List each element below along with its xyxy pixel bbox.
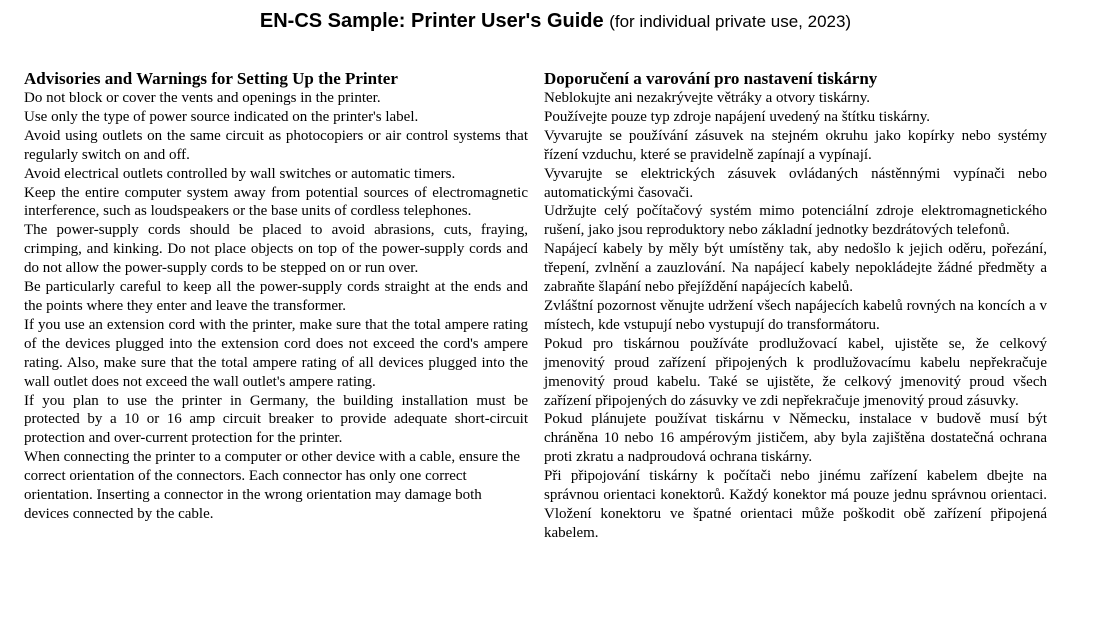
document-title: EN-CS Sample: Printer User's Guide [259,10,604,32]
english-column [24,68,528,524]
english-paragraph: If you use an extension cord with the printer, make sure that the total ampere rating of the devices plugged into the extension cord does not exceed the cord's ampere rating. Also, make sure that the total ampere rating of all devices plugged into the wall outlet does not exceed the wall outlet's ampere rating. [24,316,528,390]
czech-column [544,68,1047,543]
english-paragraph: Be particularly careful to keep all the power-supply cords straight at the ends and the points where they enter and leave the transformer. [24,279,528,314]
english-paragraph: If you plan to use the printer in Germany, the building installation must be protected by a 10 or 16 amp circuit breaker to provide adequate short-circuit protection and over-current protection for the printer. [24,392,528,447]
czech-heading: Doporučení a varování pro nastavení tiskárny [544,69,878,88]
english-paragraph: Avoid using outlets on the same circuit as photocopiers or air control systems that regularly switch on and off. [24,127,528,163]
english-paragraph: The power-supply cords should be placed to avoid abrasions, cuts, fraying, crimping, and kinking. Do not place objects on top of the power-supply cords and do not allow the power-supply cords to be stepped on or run over. [24,222,528,277]
czech-paragraph: Neblokujte ani nezakrývejte větráky a otvory tiskárny. [544,90,870,106]
czech-paragraph: Udržujte celý počítačový systém mimo potenciální zdroje elektromagnetického rušení, jako jsou reproduktory nebo základní jednotky bezdrátových telefonů. [544,203,1047,239]
english-paragraph: Use only the type of power source indicated on the printer's label. [24,108,419,125]
english-paragraph: Do not block or cover the vents and openings in the printer. [24,90,381,106]
english-paragraph: Keep the entire computer system away from potential sources of electromagnetic interference, such as loudspeakers or the base units of cordless telephones. [24,184,528,220]
czech-paragraph: Pokud pro tiskárnou používáte prodlužovací kabel, ujistěte se, že celkový jmenovitý proud zařízení připojených k prodlužovacímu kabelu nepřekračuje jmenovitý proud kabelu. Také se ujistěte, že celkový jmenovitý proud všech zařízení připojených do zásuvky ve zdi nepřekračuje jmenovitý proud zásuvky. [544,335,1047,409]
english-paragraph: Avoid electrical outlets controlled by wall switches or automatic timers. [24,165,456,182]
czech-paragraph: Vyvarujte se elektrických zásuvek ovládaných nástěnnými vypínači nebo automatickými časovači. [544,165,1047,201]
czech-paragraph: Zvláštní pozornost věnujte udržení všech napájecích kabelů rovných na koncích a v místech, kde vstupují nebo vystupují do transformátoru. [544,297,1047,333]
english-heading: Advisories and Warnings for Setting Up the Printer [24,69,398,88]
czech-paragraph: Pokud plánujete používat tiskárnu v Německu, instalace v budově musí být chráněna 10 nebo 16 ampérovým jističem, aby byla zajištěna dostatečná ochrana proti zkratu a nadproudová ochrana tiskárny. [544,411,1047,466]
czech-paragraph: Vyvarujte se používání zásuvek na stejném okruhu jako kopírky nebo systémy řízení vzduchu, které se pravidelně zapínají a vypínají. [544,127,1047,163]
czech-paragraph: Při připojování tiskárny k počítači nebo jinému zařízení kabelem dbejte na správnou orientaci konektorů. Každý konektor má pouze jednu správnou orientaci. Vložení konektoru ve špatné orientaci může poškodit obě zařízení připojená kabelem. [544,468,1047,541]
document-subtitle: (for individual private use, 2023) [609,12,852,31]
czech-paragraph: Napájecí kabely by měly být umístěny tak, aby nedošlo k jejich oděru, pořezání, třepení, zvlnění a zauzlování. Na napájecí kabely nepokládejte žádné předměty a zabraňte šlapání nebo přejíždění napájecích kabelů. [544,241,1047,296]
page-title [0,9,1111,34]
czech-paragraph: Používejte pouze typ zdroje napájení uvedený na štítku tiskárny. [544,108,931,125]
english-paragraph: When connecting the printer to a computer or other device with a cable, ensure the correct orientation of the connectors. Each connector has only one correct orientation. Inserting a connector in the wrong orientation may damage both devices connected by the cable. [24,449,521,522]
